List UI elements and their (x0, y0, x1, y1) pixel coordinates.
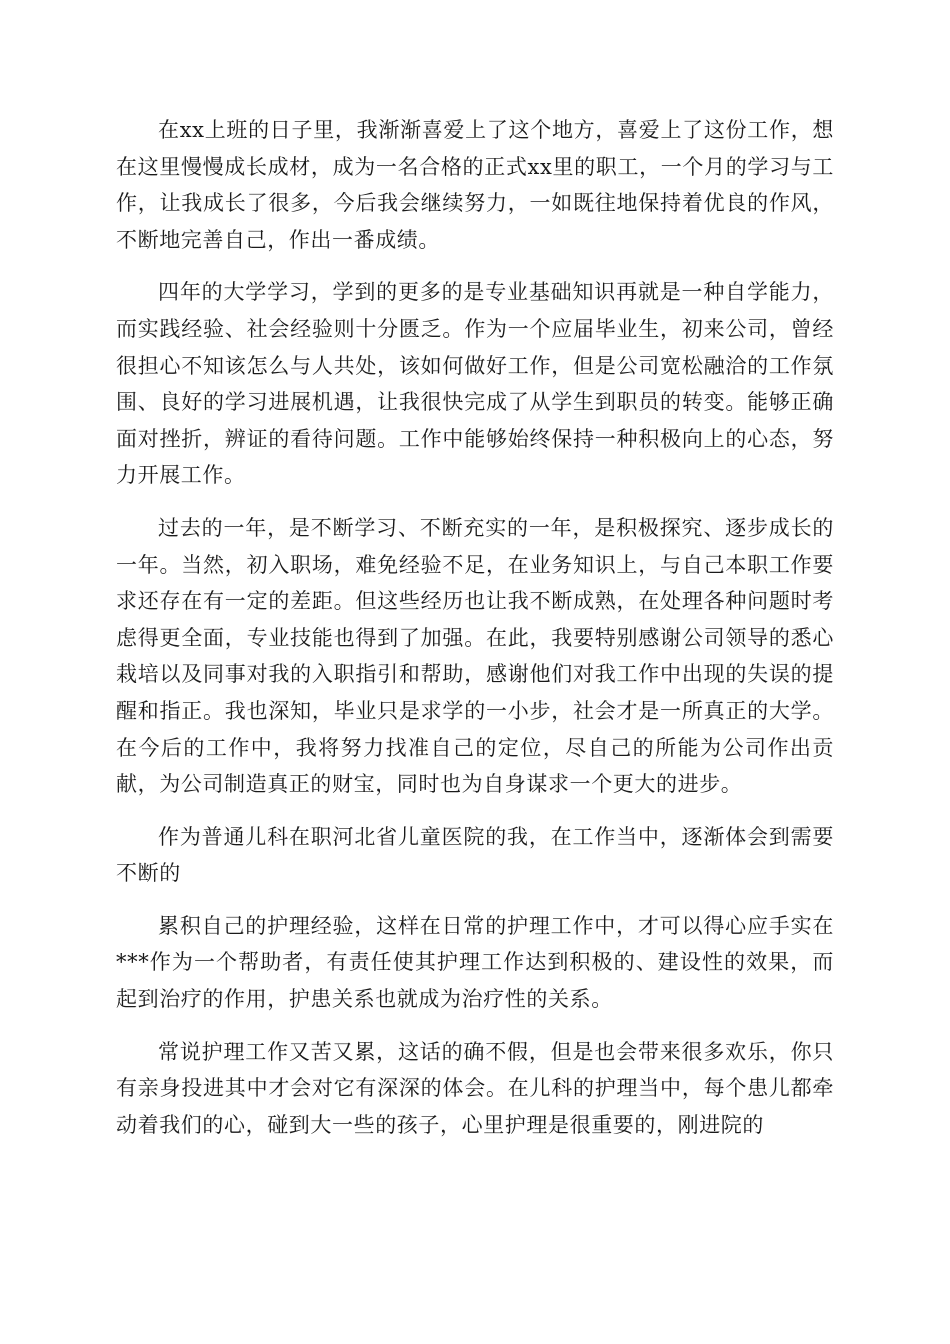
paragraph-4: 作为普通儿科在职河北省儿童医院的我，在工作当中，逐渐体会到需要不断的 (116, 824, 834, 886)
document-page (116, 112, 834, 1159)
paragraph-5: 累积自己的护理经验，这样在日常的护理工作中，才可以得心应手实在***作为一个帮助者，有责任使其护理工作达到积极的、建设性的效果，而起到治疗的作用，护患关系也就成为治疗性的关系。 (116, 913, 834, 1012)
paragraph-2: 四年的大学学习，学到的更多的是专业基础知识再就是一种自学能力，而实践经验、社会经验则十分匮乏。作为一个应届毕业生，初来公司，曾经很担心不知该怎么与人共处，该如何做好工作，但是公司宽松融洽的工作氛围、良好的学习进展机遇，让我很快完成了从学生到职员的转变。能够正确面对挫折，辨证的看待问题。工作中能够始终保持一种积极向上的心态，努力开展工作。 (116, 280, 834, 488)
paragraph-1: 在xx上班的日子里，我渐渐喜爱上了这个地方，喜爱上了这份工作，想在这里慢慢成长成材，成为一名合格的正式xx里的职工，一个月的学习与工作，让我成长了很多，今后我会继续努力，一如既往地保持着优良的作风，不断地完善自己，作出一番成绩。 (116, 118, 834, 252)
paragraph-3: 过去的一年，是不断学习、不断充实的一年，是积极探究、逐步成长的一年。当然，初入职场，难免经验不足，在业务知识上，与自己本职工作要求还存在有一定的差距。但这些经历也让我不断成熟，在处理各种问题时考虑得更全面，专业技能也得到了加强。在此，我要特别感谢公司领导的悉心栽培以及同事对我的入职指引和帮助，感谢他们对我工作中出现的失误的提醒和指正。我也深知，毕业只是求学的一小步，社会才是一所真正的大学。在今后的工作中，我将努力找准自己的定位，尽自己的所能为公司作出贡献，为公司制造真正的财宝，同时也为自身谋求一个更大的进步。 (116, 515, 834, 797)
paragraph-6: 常说护理工作又苦又累，这话的确不假，但是也会带来很多欢乐，你只有亲身投进其中才会对它有深深的体会。在儿科的护理当中，每个患儿都牵动着我们的心，碰到大一些的孩子，心里护理是很重要的，刚进院的 (116, 1039, 834, 1137)
